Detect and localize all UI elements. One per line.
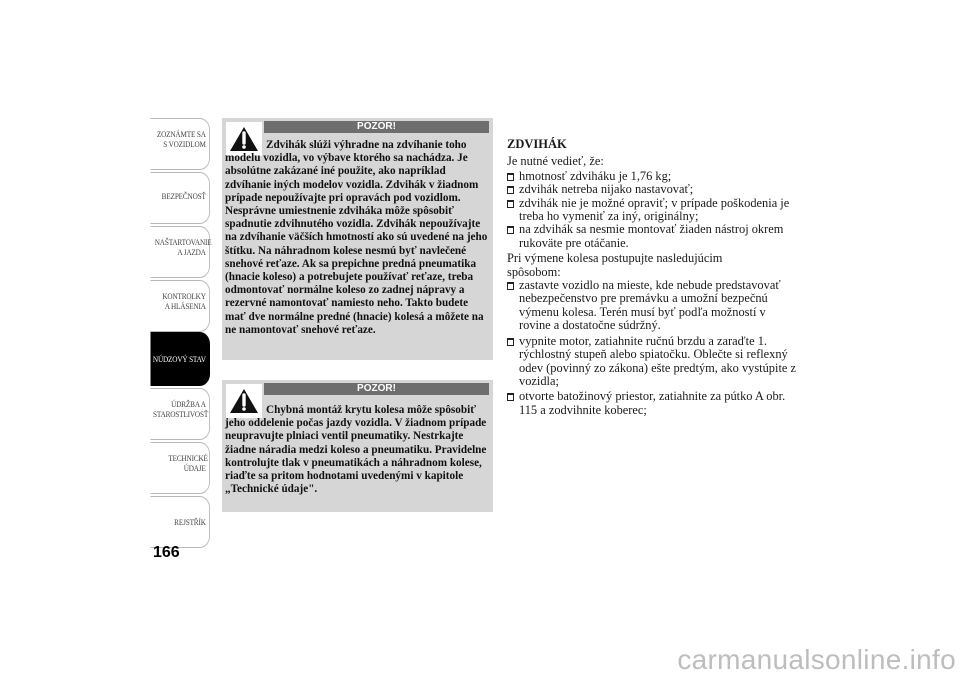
tab-label: REJSTŘÍK [174, 517, 206, 527]
list-item [507, 335, 797, 389]
tab-nastartovanie-a-jazda[interactable] [151, 226, 211, 278]
list-item-text: hmotnosť zdviháku je 1,76 kg; [519, 168, 672, 183]
tab-label: ZOZNÁMTE SA S VOZIDLOM [156, 129, 206, 149]
tab-rejstrik[interactable] [151, 496, 211, 548]
tab-label: BEZPEČNOSŤ [161, 191, 206, 201]
warning-box-wheel-cover [222, 380, 493, 512]
section-heading: ZDVIHÁK [507, 137, 567, 151]
watermark: carmanualsonline.info [677, 644, 956, 675]
checkbox-bullet-icon [507, 393, 514, 401]
checkbox-bullet-icon [507, 186, 514, 194]
checkbox-bullet-icon [507, 173, 514, 181]
jack-section [507, 138, 797, 417]
checkbox-bullet-icon [507, 338, 514, 346]
tab-kontrolky-a-hlasenia[interactable] [151, 280, 211, 332]
warning-box-jack [222, 118, 493, 360]
tab-udrzba-a-starostlivost[interactable] [151, 388, 211, 440]
list-item [507, 183, 797, 196]
list-item [507, 170, 797, 183]
intro-text-2: Pri výmene kolesa postupujte nasledujúcim spôsobom: [507, 251, 723, 279]
warning-title: POZOR! [264, 383, 489, 395]
checkbox-bullet-icon [507, 226, 514, 234]
intro-text: Je nutné vedieť, že: [507, 154, 604, 169]
list-item-text: otvorte batožinový priestor, zatiahnite za pútko A obr. 115 a zodvihnite koberec; [519, 389, 786, 417]
tab-label: NAŠTARTOVANIE A JAZDA [154, 237, 212, 257]
warning-text: Chybná montáž krytu kolesa môže spôsobiť jeho oddelenie počas jazdy vozidla. V žiadnom prípade neupravujte plniaci ventil pneumatiky. Nestrkajte žiadne náradia medzi koleso a pneumatiku. Pravidelne kontrolujte tlak v pneumatikách a náhradnom kolese, riaďte sa pritom hodnotami uvedenými v kapitole „Technické údaje". [225, 404, 487, 496]
list-item-text: na zdvihák sa nesmie montovať žiaden nástroj okrem rukoväte pre otáčanie. [519, 222, 784, 250]
warning-text: Zdvihák slúži výhradne na zdvíhanie toho modelu vozidla, vo výbave ktorého sa nachádza. Je absolútne zakázané iné použite, ako napríklad zdvíhanie iných modelov vozidla. Zdvihák v žiadnom prípade nepoužívajte pri opravách pod vozidlom. Nesprávne umiestnenie zdviháka môže spôsobiť spadnutie zdvihnutého vozidla. Zdvihák nepoužívajte na zdvíhanie väčších hmotností ako sú uvedené na jeho štítku. Na náhradnom kolese nesmú byť navlečené snehové reťaze. Ak sa prepichne predná pneumatika (hnacie koleso) a potrebujete používať reťaze, treba odmontovať normálne koleso zo zadnej nápravy a rezervné namontovať namiesto neho. Takto budete mať dve normálne predné (hnacie) kolesá a môžete na ne namontovať snehové reťaze. [225, 139, 488, 336]
checkbox-bullet-icon [507, 200, 514, 208]
list-item [507, 279, 797, 333]
warning-title: POZOR! [264, 121, 489, 133]
tab-technicke-udaje[interactable] [151, 442, 211, 494]
checkbox-bullet-icon [507, 282, 514, 290]
list-item-text: zastavte vozidlo na mieste, kde nebude predstavovať nebezpečenstvo pre premávku a umožní bezpečnú výmenu kolesa. Terén musí byť podľa možností v rovine a dostatočne súdržný. [519, 278, 781, 333]
list-item-text: zdvihák nie je možné opraviť; v prípade poškodenia je treba ho vymeniť za iný, originálny; [519, 195, 790, 224]
list-item [507, 197, 797, 224]
tab-label: NÚDZOVÝ STAV [152, 354, 206, 364]
list-item [507, 223, 797, 250]
list-item-text: zdvihák netreba nijako nastavovať; [519, 182, 694, 197]
tab-label: TECHNICKÉ ÚDAJE [168, 453, 208, 473]
tab-label: KONTROLKY A HLÁSENIA [162, 291, 206, 311]
tab-zoznamte-sa-s-vozidlom[interactable] [151, 118, 211, 170]
tab-nudzovy-stav[interactable] [151, 332, 211, 386]
list-item [507, 390, 797, 417]
tab-label: ÚDRŽBA A STAROSTLIVOSŤ [153, 399, 209, 419]
tab-bezpecnost[interactable] [151, 172, 211, 224]
page-number: 166 [153, 544, 180, 561]
list-item-text: vypnite motor, zatiahnite ručnú brzdu a zaraďte 1. rýchlostný stupeň alebo spiatočku. Oblečte si reflexný odev (povinný zo zákona) ešte predtým, ako vystúpite z vozidla; [519, 333, 796, 388]
